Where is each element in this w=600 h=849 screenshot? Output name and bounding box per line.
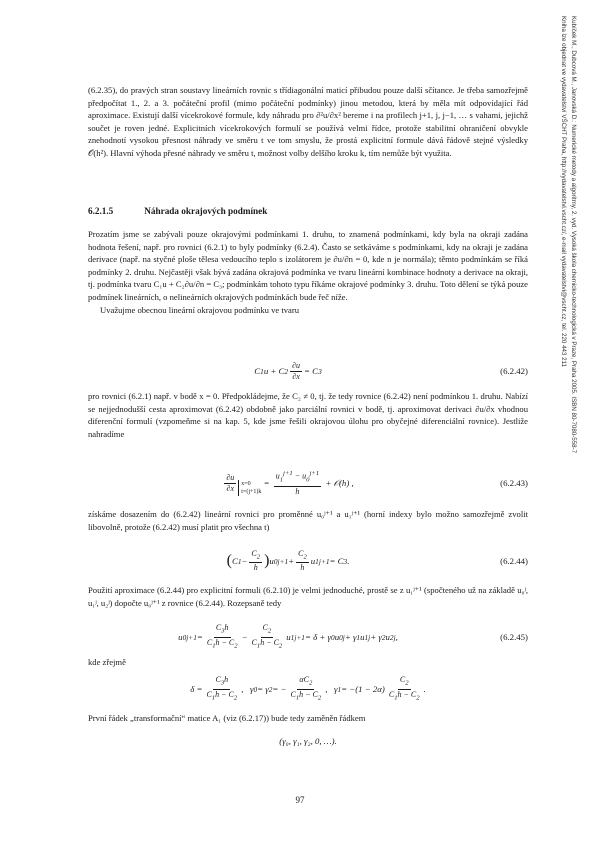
paragraph-linear-eq: získáme dosazením do (6.2.42) lineární rovnici pro proměnné u₀ʲ⁺¹ a u₁ʲ⁺¹ (horní indexy bylo možno samozřejmě zvolit libovolně, protože (6.2.42) musí platit pro všechna t) (88, 509, 528, 532)
paragraph-boundary (88, 228, 528, 316)
citation-line-1: Kubíček M., Dubcová M., Janovská D.: Numerické metody a algoritmy, 2. vyd. Vysoká škola chemicko-technologická v Praze, Praha 2005. ISBN 80-7080-558-7 (570, 16, 577, 454)
paragraph-substitute (88, 508, 528, 533)
section-number: 6.2.1.5 (88, 206, 114, 216)
equation-row-vector (88, 730, 528, 752)
equation-body: ( C 1 − $\frac{C_2}{h}$ ) u 0 j+1 + $\frac{C_2}{h}$ u 1 j+1 = C 3 . (226, 548, 350, 573)
page-number: 97 (295, 795, 305, 805)
paragraph-explicit (88, 584, 528, 609)
equation-body: δ = $\frac{C_3h}{C_1h - C_2}$ , γ 0 = γ 2 = − $\frac{\alpha C_2}{C_1h - C_2}$ , γ 1 = −(1 − 2α) $\frac{C_2}{C_1h - C_2}$ . (190, 674, 426, 702)
paragraph-first-row: První řádek „transformační“ matice A₁ (viz (6.2.17)) bude tedy zaměněn řádkem (88, 713, 366, 723)
citation-line-2: Kniha lze objednat ve vydavatelství VŠCHT Praha, http://vydavatelstvi.vscht.cz/, e-mail vydavatelstvi@vscht.cz, tel. 220 443 211 (560, 16, 567, 367)
paragraph-consider: Uvažujme obecnou lineární okrajovou podmínku ve tvaru (100, 304, 300, 315)
paragraph-where (88, 656, 528, 669)
equation-coefficients (88, 674, 528, 704)
equation-tag: (6.2.44) (500, 556, 528, 566)
equation-tag: (6.2.43) (500, 478, 528, 488)
section-heading (88, 206, 528, 216)
paragraph-intro (88, 84, 528, 160)
paragraph-matrix (88, 712, 528, 725)
equation-6-2-43 (88, 466, 528, 500)
equation-tag: (6.2.42) (500, 366, 528, 376)
paragraph-approx (88, 390, 528, 440)
equation-body: u 0 j+1 = $\frac{C_3h}{C_1h - C_2}$ − $\frac{C_2}{C_1h - C_2}$ u 1 j+1 = δ + γ 0 u 0 j + γ 1 u 1 j + γ 2 u 2 j , (178, 622, 398, 650)
paragraph-approximate: pro rovnici (6.2.1) např. v bodě x = 0. Předpokládejme, že C₂ ≠ 0, tj. že tedy rovnice (6.2.42) není podmínkou 1. druhu. Nabízí se nejjednodušší cesta aproximovat (6.2.42) obdobně jako parciální rovnici v bodě, tj. aproximovat derivaci ∂u/∂x vhodnou diferenční formulí (vzpomeňme si na kap. 5, kde jsme řešili okrajovou úlohu pro obyčejné diferenciální rovnice). Jestliže nahradíme (88, 391, 528, 439)
section-title: Náhrada okrajových podmínek (144, 206, 268, 216)
equation-6-2-45 (88, 622, 528, 652)
paragraph-explicit-use: Použití aproximace (6.2.44) pro explicitní formuli (6.2.10) je velmi jednoduché, prostě se z u₁ʲ⁺¹ (spočteného už na základě u₀ʲ, u₁ʲ, u₂ʲ) dopočte u₀ʲ⁺¹ z rovnice (6.2.44). Rozepsaně tedy (88, 585, 528, 608)
paragraph-where-obviously: kde zřejmě (88, 657, 126, 667)
equation-body: (γ₀, γ₁, γ₂, 0, …). (279, 736, 337, 746)
equation-body: $\frac{\partial u}{\partial x}$ x=0 t=(j+1)k = $\frac{u_1^{j+1} - u_0^{j+1}}{h}$ + 𝒪(h) , (226, 470, 354, 496)
equation-tag: (6.2.45) (500, 632, 528, 642)
equation-6-2-44 (88, 544, 528, 578)
margin-citation (552, 16, 578, 576)
equation-6-2-42 (88, 358, 528, 384)
paragraph-boundary-kinds: Prozatím jsme se zabývali pouze okrajovými podmínkami 1. druhu, to znamená podmínkami, kdy byla na okraji zadána hodnota řešení, např. pro rovnici (6.2.1) to byly podmínky (6.2.4). Často se setkáváme s podmínkami, kdy na okraji je zadána derivace (např. na styčné ploše tělesa vedoucího teplo s izolátorem je ∂u/∂n = 0, kde n je normála); těmto podmínkám se říká podmínky 2. druhu. Nejčastěji však bývá zadána okrajová podmínka ve tvaru lineární kombinace hodnoty a derivace na okraji, tj. podmínka tvaru C₁u + C₂∂u/∂n = C₃; podmínkám tohoto typu říkáme okrajové podmínky 3. druhu. Toto dělení se týká pouze podmínek lineárních, o nelineárních okrajových podmínkách bude řeč níže. (88, 229, 528, 302)
paragraph-multistep: (6.2.35), do pravých stran soustavy lineárních rovnic s třídiagonální maticí přibudou pouze další sčítance. Je třeba samozřejmě předpočítat 1., 2. a 3. počáteční profil (mimo počáteční podmínky) jinou metodou, která by měla mít odpovídající řád aproximace. Existují další vícekrokové formule, kdy náhradu pro ∂²u/∂x² bereme i na profilech j+1, j, j−1, … s vahami, jejichž součet je roven jedné. Explicitních vícekrokových formulí se používá velmi řídce, protože stabilitní ohraničení obvykle znehodnotí vysokou přesnost náhrady ve směru t ve tom smyslu, že prostá explicitní formule dává řádově stejné výsledky 𝒪(h²). Hlavní výhoda přesné náhrady ve směru t, možnost volby delšího kroku k, tím nemůže být využita. (88, 85, 528, 158)
equation-body: C 1 u + C 2 $\frac{\partial u}{\partial x}$ = C 3 (254, 360, 322, 381)
